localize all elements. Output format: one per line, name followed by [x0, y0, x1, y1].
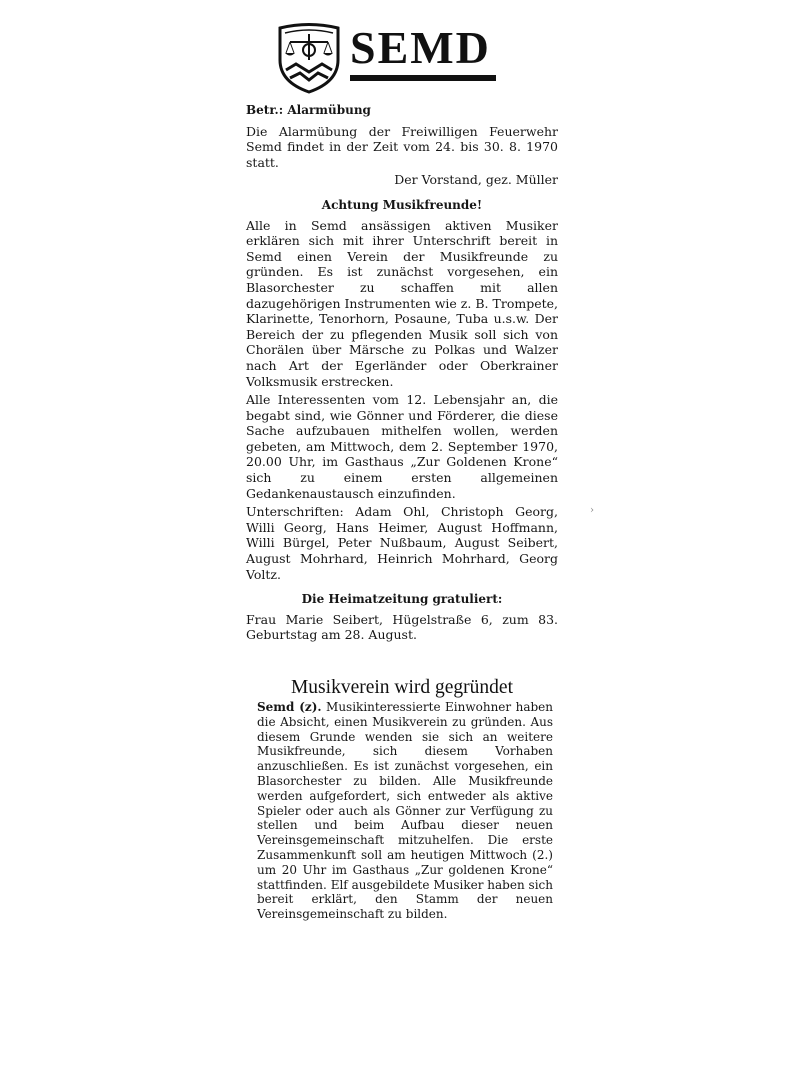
music-paragraph-2: Alle Interessenten vom 12. Lebensjahr an, die begabt sind, wie Gönner und Förderer, die diese Sache aufzubauen mithelfen wollen, werden gebeten, am Mittwoch, dem 2. September 1970, 20.00 Uhr, im Gasthaus „Zur Goldenen Krone“ sich zu einem ersten allgemeinen Gedankenaustausch einzufinden. [246, 392, 558, 501]
news-clipping-1 [246, 103, 558, 643]
fire-drill-notice: Die Alarmübung der Freiwilligen Feuerwehr Semd findet in der Zeit vom 24. bis 30. 8. 1970 statt. [246, 123, 558, 170]
music-paragraph-1: Alle in Semd ansässigen aktiven Musiker erklären sich mit ihrer Unterschrift bereit in Semd einen Verein der Musikfreunde zu gründen. Es ist zunächst vorgesehen, ein Blasorchester zu schaffen mit allen dazugehörigen Instrumenten wie z. B. Trompete, Klarinette, Tenorhorn, Posaune, Tuba u.s.w. Der Bereich der zu pflegenden Musik soll sich von Chorälen über Märsche zu Polkas und Walzer nach Art der Egerländer oder Oberkrainer Volksmusik erstrecken. [246, 217, 558, 389]
masthead-title: SEMD [350, 22, 491, 73]
board-signature: Der Vorstand, gez. Müller [394, 172, 558, 188]
signatures-paragraph: Unterschriften: Adam Ohl, Christoph Georg, Willi Georg, Hans Heimer, August Hoffmann, Willi Bürgel, Peter Nußbaum, August Seibert, August Mohrhard, Heinrich Mohrhard, Georg Voltz. [246, 504, 558, 582]
article-title: Musikverein wird gegründet [290, 677, 514, 698]
scan-mark: › [590, 505, 594, 516]
music-heading: Achtung Musikfreunde! [321, 197, 483, 212]
article-text: Musikinteressierte Einwohner haben die Absicht, einen Musikverein zu gründen. Aus diesem Grunde wenden sie sich an weitere Musikfreunde, sich diesem Vorhaben anzuschließen. Es ist zunächst vorgesehen, ein Blasorchester zu bilden. Alle Musikfreunde werden aufgefordert, sich entweder als aktive Spieler oder auch als Gönner zur Verfügung zu stellen und beim Aufbau dieser neuen Vereinsgemeinschaft mitzuhelfen. Die erste Zusammenkunft soll am heutigen Mittwoch (2.) um 20 Uhr im Gasthaus „Zur goldenen Krone“ stattfinden. Elf ausgebildete Musiker haben sich bereit erklärt, den Stamm der neuen Vereinsgemeinschaft zu bilden. [257, 700, 553, 922]
article-dateline: Semd (z). [257, 700, 322, 714]
birthday-paragraph: Frau Marie Seibert, Hügelstraße 6, zum 83. Geburtstag am 28. August. [246, 611, 558, 643]
masthead-rule [350, 75, 496, 81]
congratulation-heading: Die Heimatzeitung gratuliert: [301, 592, 503, 607]
article-body [257, 700, 553, 922]
coat-of-arms-icon [276, 20, 342, 94]
subject-heading: Betr.: Alarmübung [246, 103, 371, 117]
